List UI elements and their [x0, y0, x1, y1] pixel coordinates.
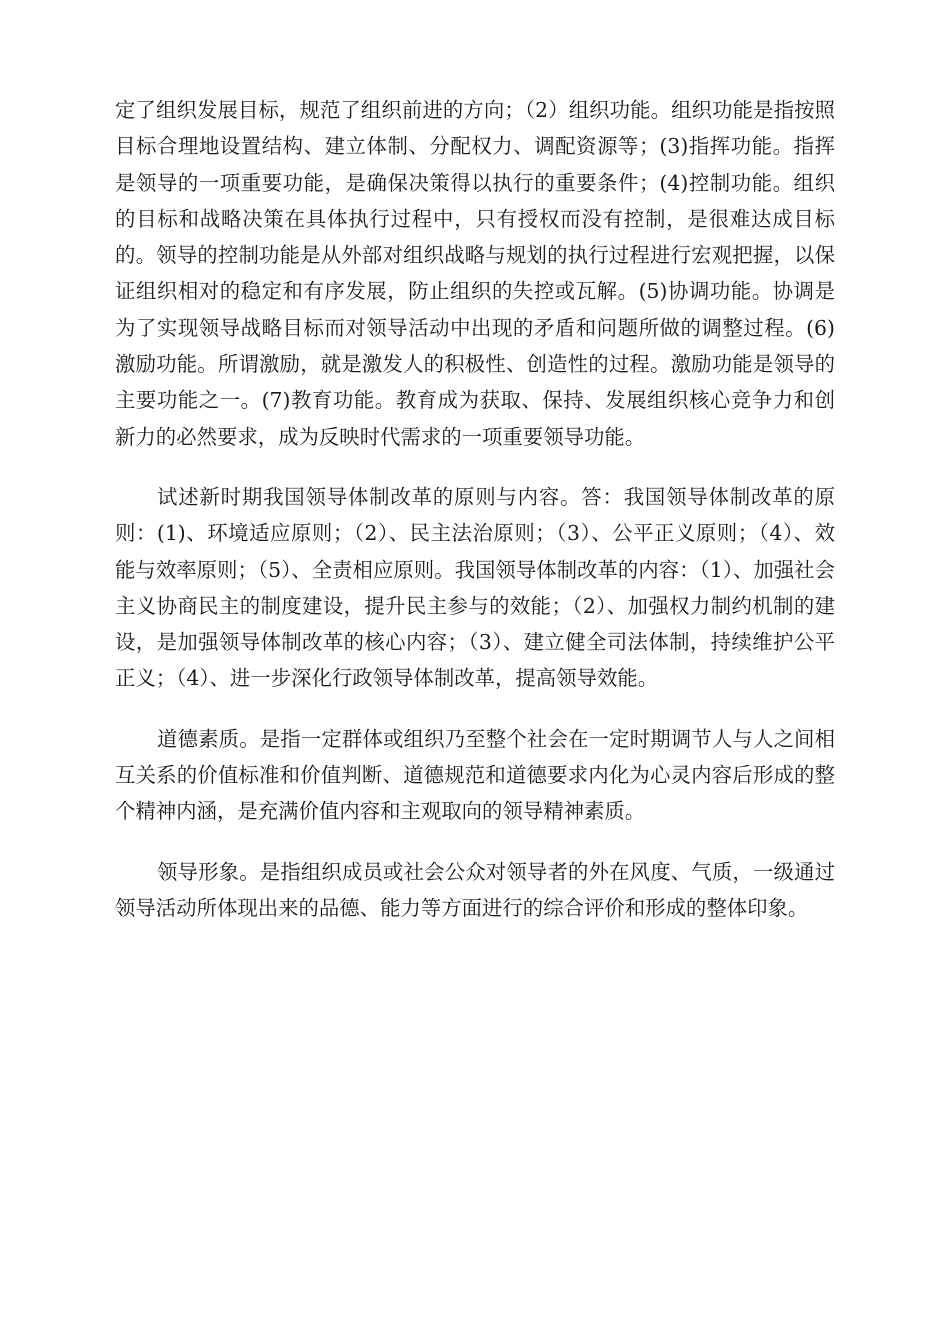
paragraph-system-reform: 试述新时期我国领导体制改革的原则与内容。答：我国领导体制改革的原则：(1)、环境适应原则；（2）、民主法治原则；（3）、公平正义原则；（4）、效能与效率原则；（5）、全责相应原则。我国领导体制改革的内容：（1）、加强社会主义协商民主的制度建设，提升民主参与的效能；（2）、加强权力制约机制的建设，是加强领导体制改革的核心内容；（3）、建立健全司法体制，持续维护公平正义；（4）、进一步深化行政领导体制改革，提高领导效能。 [115, 484, 835, 691]
paragraph-leadership-functions: 定了组织发展目标，规范了组织前进的方向；（2）组织功能。组织功能是指按照目标合理地设置结构、建立体制、分配权力、调配资源等；(3)指挥功能。指挥是领导的一项重要功能，是确保决策得以执行的重要条件；(4)控制功能。组织的目标和战略决策在具体执行过程中，只有授权而没有控制，是很难达成目标的。领导的控制功能是从外部对组织战略与规划的执行过程进行宏观把握，以保证组织相对的稳定和有序发展，防止组织的失控或瓦解。(5)协调功能。协调是为了实现领导战略目标而对领导活动中出现的矛盾和问题所做的调整过程。(6)激励功能。所谓激励，就是激发人的积极性、创造性的过程。激励功能是领导的主要功能之一。(7)教育功能。教育成为获取、保持、发展组织核心竞争力和创新力的必然要求，成为反映时代需求的一项重要领导功能。 [115, 98, 835, 449]
paragraph-leadership-image: 领导形象。是指组织成员或社会公众对领导者的外在风度、气质，一级通过领导活动所体现出来的品德、能力等方面进行的综合评价和形成的整体印象。 [115, 859, 835, 920]
paragraph-moral-quality: 道德素质。是指一定群体或组织乃至整个社会在一定时期调节人与人之间相互关系的价值标准和价值判断、道德规范和道德要求内化为心灵内容后形成的整个精神内涵，是充满价值内容和主观取向的领导精神素质。 [115, 726, 835, 824]
document-page [115, 92, 835, 950]
